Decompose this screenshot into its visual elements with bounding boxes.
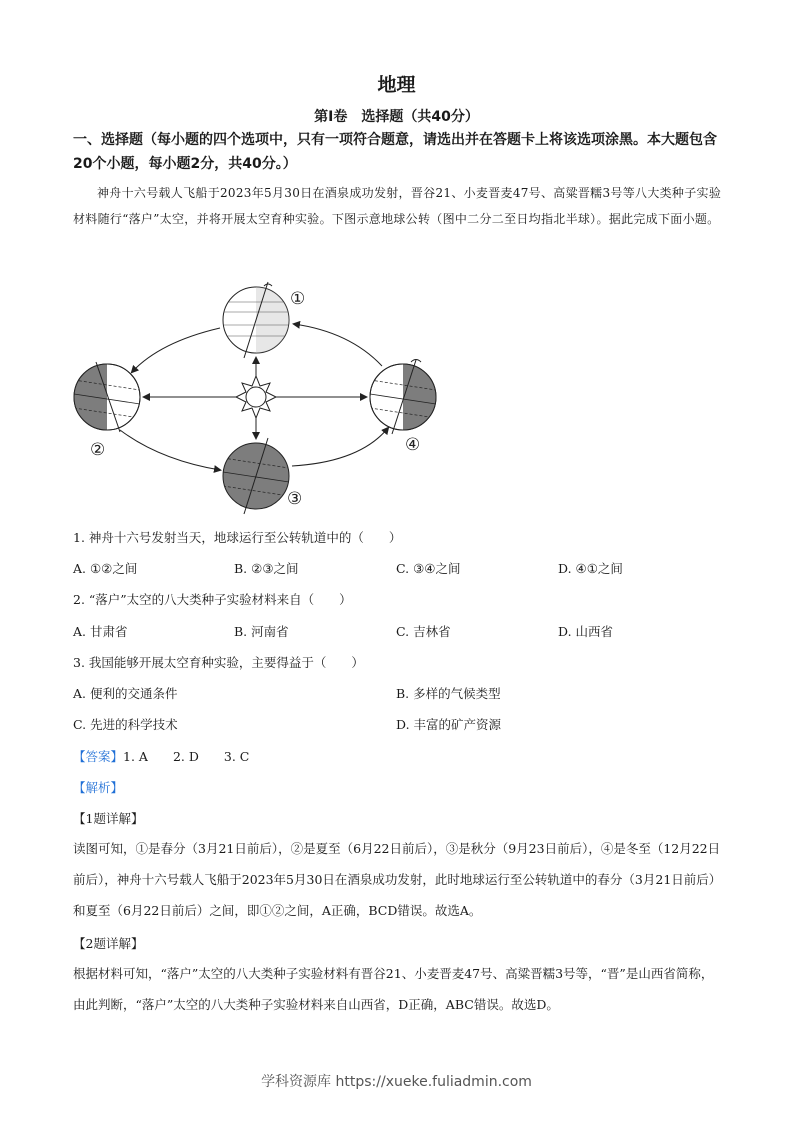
section-heading: 一、选择题（每小题的四个选项中，只有一项符合题意，请选出并在答题卡上将该选项涂黑。本大题包含20个小题，每小题2分，共40分。） xyxy=(73,132,717,172)
intro-paragraph: 神舟十六号载人飞船于2023年5月30日在酒泉成功发射，晋谷21、小麦晋麦47号、高粱晋糯3号等八大类种子实验材料随行“落户”太空，并将开展太空育种实验。下图示意地球公转（图中二分二至日均指北半球）。据此完成下面小题。 xyxy=(73,186,722,226)
question-2-option-c[interactable]: C. 吉林省 xyxy=(396,624,451,639)
detail-1-text: 读图可知，①是春分（3月21日前后），②是夏至（6月22日前后），③是秋分（9月23日前后），④是冬至（12月22日前后），神舟十六号载人飞船于2023年5月30日在酒泉成功发射，此时地球运行至公转轨道中的春分（3月21日前后）和夏至（6月22日前后）之间，即①②之间，A正确，BCD错误。故选A。 xyxy=(73,841,722,918)
question-3-option-d[interactable]: D. 丰富的矿产资源 xyxy=(396,717,502,732)
question-2-option-b[interactable]: B. 河南省 xyxy=(234,624,289,639)
orbit-arc-2-3 xyxy=(120,430,220,470)
detail-2-heading: 【2题详解】 xyxy=(73,936,144,951)
orbit-arc-4-1 xyxy=(294,324,382,366)
analysis-tag: 【解析】 xyxy=(73,780,124,795)
earth-orbit-diagram xyxy=(70,280,470,515)
page-footer-watermark: 学科资源库 https://xueke.fuliadmin.com xyxy=(261,1074,532,1090)
question-1-option-d[interactable]: D. ④①之间 xyxy=(558,561,623,576)
diagram-label-3: ③ xyxy=(287,489,303,509)
answer-line xyxy=(73,747,249,765)
earth-position-1 xyxy=(223,282,296,358)
question-1-option-a[interactable]: A. ①②之间 xyxy=(73,561,138,576)
answer-text: 1. A 2. D 3. C xyxy=(123,749,250,764)
detail-2-text: 根据材料可知，“落户”太空的八大类种子实验材料有晋谷21、小麦晋麦47号、高粱晋糯3号等，“晋”是山西省简称，由此判断，“落户”太空的八大类种子实验材料来自山西省，D正确，ABC错误。故选D。 xyxy=(73,966,714,1012)
question-2-option-a[interactable]: A. 甘肃省 xyxy=(73,624,128,639)
question-3-option-c[interactable]: C. 先进的科学技术 xyxy=(73,717,178,732)
question-2-option-d[interactable]: D. 山西省 xyxy=(558,624,614,639)
question-2-stem: 2. “落户”太空的八大类种子实验材料来自（ ） xyxy=(73,592,352,607)
question-1-option-b[interactable]: B. ②③之间 xyxy=(234,561,299,576)
page-title: 地理 xyxy=(377,74,416,96)
diagram-label-1: ① xyxy=(290,289,306,309)
orbit-arc-1-2 xyxy=(132,328,220,372)
answer-tag: 【答案】 xyxy=(73,749,124,764)
diagram-label-4: ④ xyxy=(405,435,421,455)
question-1-stem: 1. 神舟十六号发射当天，地球运行至公转轨道中的（ ） xyxy=(73,530,402,545)
question-3-stem: 3. 我国能够开展太空育种实验，主要得益于（ ） xyxy=(73,655,364,670)
earth-position-3 xyxy=(223,438,289,514)
question-3-option-a[interactable]: A. 便利的交通条件 xyxy=(73,686,178,701)
question-3-option-b[interactable]: B. 多样的气候类型 xyxy=(396,686,501,701)
orbit-arc-3-4 xyxy=(292,428,388,466)
diagram-label-2: ② xyxy=(90,440,106,460)
part-subtitle: 第Ⅰ卷 选择题（共40分） xyxy=(314,109,479,125)
sun-icon xyxy=(236,376,276,418)
earth-position-4 xyxy=(370,360,436,435)
question-1-option-c[interactable]: C. ③④之间 xyxy=(396,561,461,576)
detail-1-heading: 【1题详解】 xyxy=(73,811,144,826)
earth-position-2 xyxy=(74,362,140,432)
